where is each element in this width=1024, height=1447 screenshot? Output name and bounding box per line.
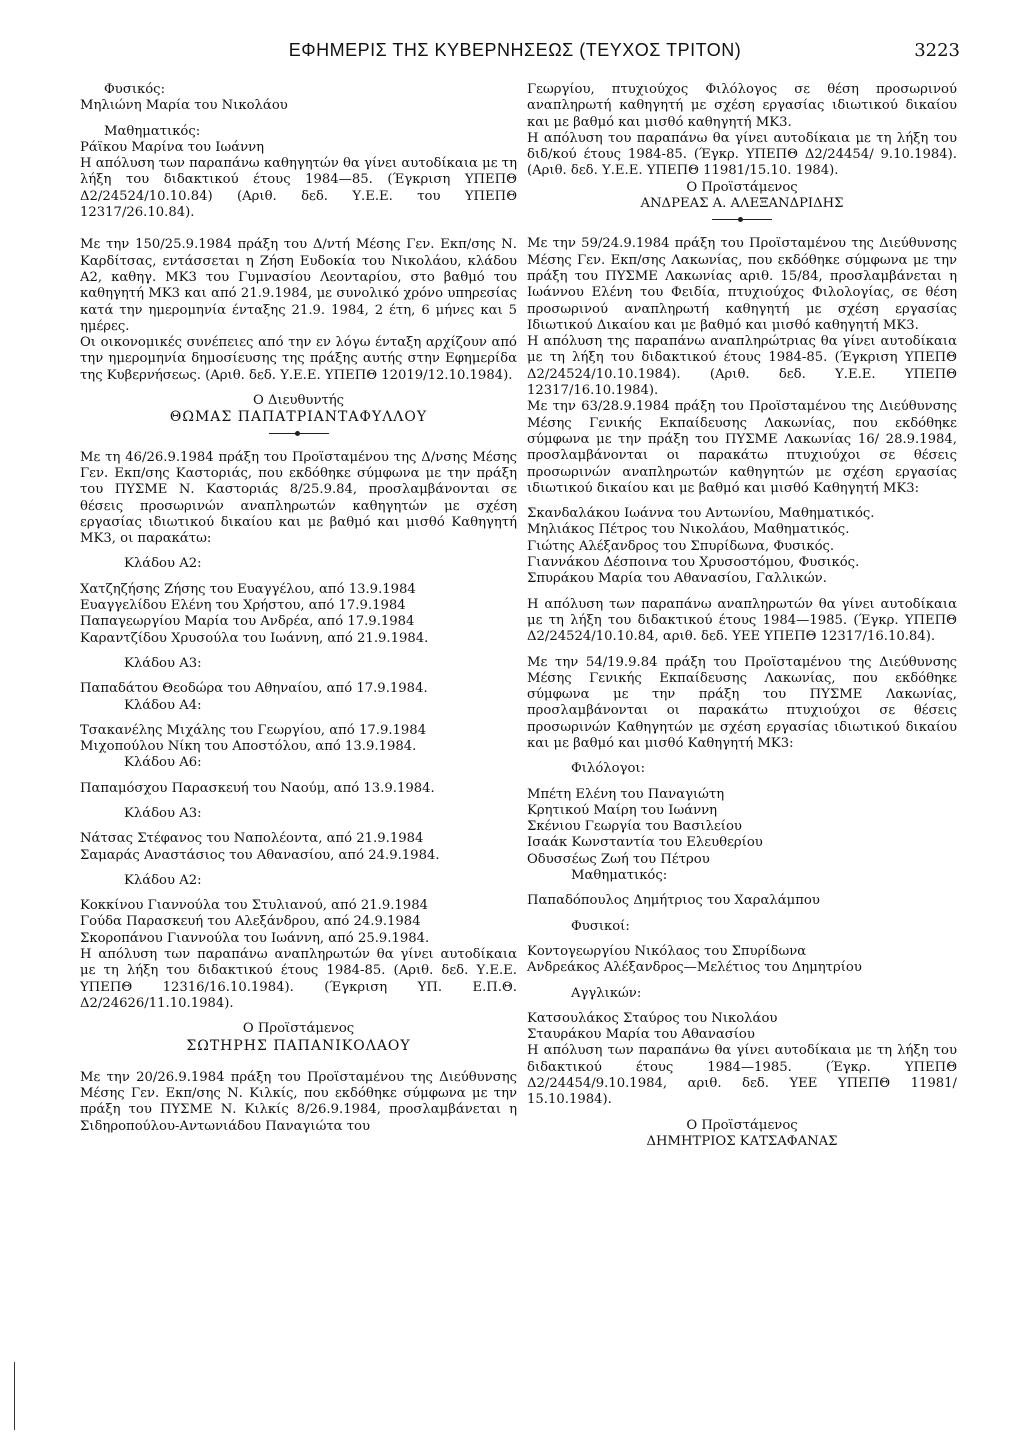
appointee: Σκοροπάνου Γιαννούλα του Ιωάννη, από 25.9.1984. bbox=[80, 930, 430, 946]
left-column bbox=[80, 82, 517, 1135]
section-k4: Κλάδου Α6: bbox=[124, 755, 202, 771]
right-paragraph-3: Με την 59/24.9.1984 πράξη του Προϊσταμένου της Διεύθυνσης Μέσης Γεν. Εκπ/σης Λακωνίας, που εκδόθηκε σύμφωνα με την πράξη του ΠΥΣΜΕ Λακωνίας αριθ. 15/84, προσλαμβάνεται η Ιωάννου Ελένη του Φειδία, πτυχιούχος Φιλολογίας, σε θέση προσωρινού αναπληρωτή καθηγητή με σχέση εργασίας Ιδιωτικού Δικαίου και με βαθμό και μισθό καθηγητή ΜΚ3. bbox=[527, 236, 957, 333]
appointee: Ευαγγελίδου Ελένη του Χρήστου, από 17.9.1984 bbox=[80, 598, 406, 614]
appointee: Γιώτης Αλέξανδρος του Σπυρίδωνα, Φυσικός. bbox=[527, 538, 835, 554]
section-k2: Κλάδου Α3: bbox=[124, 655, 202, 671]
signature-name-2: ΣΩΤΗΡΗΣ ΠΑΠΑΝΙΚΟΛΑΟΥ bbox=[186, 1037, 411, 1054]
left-paragraph-4: Με τη 46/26.9.1984 πράξη του Προϊσταμένου της Δ/νσης Μέσης Γεν. Εκπ/σης Καστοριάς, που εκδόθηκε σύμφωνα με την πράξη του ΠΥΣΜΕ Ν. Καστοριάς 8/25.9.84, προσλαμβάνονται σε θέσεις προσωρινών αναπληρωτών καθηγητών με σχέση εργασίας ιδιωτικού δικαίου και με βαθμό και μισθό Καθηγητή ΜΚ3, οι παρακάτω: bbox=[80, 449, 517, 547]
section-k1: Κλάδου Α2: bbox=[124, 556, 202, 572]
right-paragraph-7: Με την 54/19.9.84 πράξη του Προϊσταμένου της Διεύθυνσης Μέσης Γενικής Εκπαίδευσης Λακωνίας, που εκδόθηκε σύμφωνα με την πράξη του ΠΥΣΜΕ Λακωνίας, προσλαμβάνονται οι παρακάτω πτυχιούχοι σε θέσεις προσωρινών Καθηγητών με σχέση εργασίας ιδιωτικού δικαίου και με βαθμό και μισθό Καθηγητή ΜΚ3: bbox=[527, 654, 957, 751]
margin-mark bbox=[14, 1362, 15, 1430]
appointee: Σκανδαλάκου Ιωάννα του Αντωνίου, Μαθηματικός. bbox=[527, 506, 875, 522]
lb2-heading: Μαθηματικός: bbox=[104, 123, 201, 139]
appointee: Χατζηζήσης Ζήσης του Ευαγγέλου, από 13.9.1984 bbox=[80, 581, 416, 597]
right-paragraph-1: Γεωργίου, πτυχιούχος Φιλόλογος σε θέση προσωρινού αναπληρωτή καθηγητή με σχέση εργασίας ιδιωτικού δικαίου και με βαθμό και μισθό καθηγητή ΜΚ3. bbox=[527, 82, 957, 130]
appointee: Ισαάκ Κωνσταντία του Ελευθερίου bbox=[527, 835, 763, 851]
right-paragraph-8: Η απόλυση των παραπάνω θα γίνει αυτοδίκαια με τη λήξη του διδακτικού έτους 1984—1985. (Έγκρ. ΥΠΕΠΘ Δ2/24454/9.10.1984, αριθ. δεδ. ΥΕΕ ΥΠΕΠΘ 11981/ 15.10.1984). bbox=[527, 1043, 957, 1108]
appointee: Μιχοπούλου Νίκη του Αποστόλου, από 13.9.1984. bbox=[80, 739, 417, 755]
section-k5: Κλάδου Α3: bbox=[124, 805, 202, 821]
appointee: Μηλιάκος Πέτρος του Νικολάου, Μαθηματικός. bbox=[527, 522, 850, 538]
signature-name-4: ΔΗΜΗΤΡΙΟΣ ΚΑΤΣΑΦΑΝΑΣ bbox=[646, 1133, 838, 1149]
appointee: Μπέτη Ελένη του Παναγιώτη bbox=[527, 786, 725, 802]
signature-role-2: Ο Προϊστάμενος bbox=[242, 1021, 355, 1037]
lb2-name: Ράϊκου Μαρίνα του Ιωάννη bbox=[80, 139, 265, 155]
right-paragraph-5: Με την 63/28.9.1984 πράξη του Προϊσταμένου της Διεύθυνσης Μέσης Γενικής Εκπαίδευσης Λακωνίας, που εκδόθηκε σύμφωνα με την πράξη του ΠΥΣΜΕ Λακωνίας 16/ 28.9.1984, προσλαμβάνονται οι παρακάτω πτυχιούχοι σε θέσεις προσωρινών αναπληρωτών καθηγητών με σχέση εργασίας ιδιωτικού δικαίου και με βαθμό και μισθό Καθηγητή ΜΚ3: bbox=[527, 399, 957, 496]
appointee: Νάτσας Στέφανος του Ναπολέοντα, από 21.9.1984 bbox=[80, 831, 424, 847]
appointee: Παπαδόπουλος Δημήτριος του Χαραλάμπου bbox=[527, 893, 820, 909]
appointee: Σκένιου Γεωργία του Βασιλείου bbox=[527, 819, 742, 835]
right-column bbox=[527, 82, 957, 1150]
signature-name-1: ΘΩΜΑΣ ΠΑΠΑΤΡΙΑΝΤΑΦΥΛΛΟΥ bbox=[169, 409, 428, 426]
appointee: Σαμαράς Αναστάσιος του Αθανασίου, από 24.9.1984. bbox=[80, 847, 440, 863]
appointee: Σπυράκου Μαρία του Αθανασίου, Γαλλικών. bbox=[527, 571, 827, 587]
gazette-title: ΕΦΗΜΕΡΙΣ ΤΗΣ ΚΥΒΕΡΝΗΣΕΩΣ (ΤΕΥΧΟΣ ΤΡΙΤΟΝ) bbox=[288, 40, 742, 60]
left-paragraph-1: Η απόλυση των παραπάνω καθηγητών θα γίνει αυτοδίκαια με τη λήξη του διδακτικού έτους 1984—85. (Έγκριση ΥΠΕΠΘ Δ2/24524/10.10.84) (Αριθ. δεδ. Υ.Ε.Ε. του ΥΠΕΠΘ 12317/26.10.84). bbox=[80, 156, 517, 221]
section-physics: Φυσικοί: bbox=[571, 918, 630, 934]
lb1-heading: Φυσικός: bbox=[104, 82, 166, 97]
signature-role-1: Ο Διευθυντής bbox=[252, 393, 345, 409]
section-english: Αγγλικών: bbox=[571, 985, 642, 1001]
left-paragraph-3: Οι οικονομικές συνέπειες από την εν λόγω ένταξη αρχίζουν από την ημερομηνία δημοσίευσης της πράξης αυτής στην Εφημερίδα της Κυβερνήσεως. (Αριθ. δεδ. Υ.Ε.Ε. ΥΠΕΠΘ 12019/12.10.1984). bbox=[80, 335, 517, 383]
appointee: Κατσουλάκος Σταύρος του Νικολάου bbox=[527, 1010, 778, 1026]
section-philologists: Φιλόλογοι: bbox=[571, 761, 646, 777]
appointee: Γούδα Παρασκευή του Αλεξάνδρου, από 24.9.1984 bbox=[80, 914, 421, 930]
appointee: Οδυσσέως Ζωή του Πέτρου bbox=[527, 851, 710, 867]
appointee: Καραντζίδου Χρυσούλα του Ιωάννη, από 21.9.1984. bbox=[80, 630, 429, 646]
divider bbox=[712, 219, 772, 220]
right-paragraph-4: Η απόλυση της παραπάνω αναπληρώτριας θα γίνει αυτοδίκαια με τη λήξη του διδακτικού έτους 1984-85. (Έγκριση ΥΠΕΠΘ Δ2/24524/10.10.1984). (Αριθ. δεδ. Υ.Ε.Ε. ΥΠΕΠΘ 12317/16.10.1984). bbox=[527, 334, 957, 399]
left-paragraph-5: Η απόλυση των παραπάνω αναπληρωτών θα γίνει αυτοδίκαια με τη λήξη του διδακτικού έτους 1984-85. (Αριθ. δεδ. Υ.Ε.Ε. ΥΠΕΠΘ 12316/16.10.1984). (Έγκριση ΥΠ. Ε.Π.Θ. Δ2/24626/11.10.1984). bbox=[80, 947, 517, 1011]
right-paragraph-6: Η απόλυση των παραπάνω αναπληρωτών θα γίνει αυτοδίκαια με τη λήξη του διδακτικού έτους 1984—1985. (Έγκρ. ΥΠΕΠΘ Δ2/24524/10.10.84, αριθ. δεδ. ΥΕΕ ΥΠΕΠΘ 12317/16.10.84). bbox=[527, 596, 957, 645]
signature-name-3: ΑΝΔΡΕΑΣ Α. ΑΛΕΞΑΝΔΡΙΔΗΣ bbox=[640, 196, 844, 212]
appointee: Κοκκίνου Γιαννούλα του Στυλιανού, από 21.9.1984 bbox=[80, 898, 428, 914]
appointee: Σταυράκου Μαρία του Αθανασίου bbox=[527, 1027, 755, 1043]
section-k3: Κλάδου Α4: bbox=[124, 697, 202, 713]
appointee: Ανδρεάκος Αλέξανδρος—Μελέτιος του Δημητρίου bbox=[527, 960, 862, 976]
appointee: Παπαγεωργίου Μαρία του Ανδρέα, από 17.9.1984 bbox=[80, 614, 415, 630]
lb1-name: Μηλιώνη Μαρία του Νικολάου bbox=[80, 98, 288, 114]
appointee: Γιαννάκου Δέσποινα του Χρυσοστόμου, Φυσικός. bbox=[527, 555, 860, 571]
right-paragraph-2: Η απόλυση του παραπάνω θα γίνει αυτοδίκαια με τη λήξη του διδ/κού έτους 1984-85. (Έγκρ. ΥΠΕΠΘ Δ2/24454/ 9.10.1984). (Αριθ. δεδ. Υ.Ε.Ε. ΥΠΕΠΘ 11981/15.10. 1984). bbox=[527, 130, 957, 179]
appointee: Παπαμόσχου Παρασκευή του Ναούμ, από 13.9.1984. bbox=[80, 780, 435, 796]
appointee: Κρητικού Μαίρη του Ιωάννη bbox=[527, 802, 718, 818]
signature-role-3: Ο Προϊστάμενος bbox=[686, 179, 798, 195]
appointee: Τσακανέλης Μιχάλης του Γεωργίου, από 17.9.1984 bbox=[80, 722, 427, 738]
page-number: 3223 bbox=[914, 40, 960, 61]
appointee: Κοντογεωργίου Νικόλαος του Σπυρίδωνα bbox=[527, 943, 807, 959]
section-k6: Κλάδου Α2: bbox=[124, 872, 202, 888]
page-header bbox=[70, 40, 960, 68]
appointee: Παπαδάτου Θεοδώρα του Αθηναίου, από 17.9.1984. bbox=[80, 681, 428, 697]
left-paragraph-6: Με την 20/26.9.1984 πράξη του Προϊσταμένου της Διεύθυνσης Μέσης Γεν. Εκπ/σης Ν. Κιλκίς, που εκδόθηκε σύμφωνα με την πράξη του ΠΥΣΜΕ Ν. Κιλκίς 8/26.9.1984, προσλαμβάνεται η Σιδηροπούλου-Αντωνιάδου Παναγιώτα του bbox=[80, 1069, 517, 1134]
divider bbox=[269, 433, 329, 434]
signature-role-4: Ο Προϊστάμενος bbox=[686, 1117, 798, 1133]
section-math: Μαθηματικός: bbox=[571, 868, 668, 884]
left-paragraph-2: Με την 150/25.9.1984 πράξη του Δ/ντή Μέσης Γεν. Εκπ/σης Ν. Καρδίτσας, εντάσσεται η Ζήση Ευδοκία του Νικολάου, κλάδου Α2, καθηγ. ΜΚ3 του Γυμνασίου Λεονταρίου, στο βαθμό του καθηγητή ΜΚ3 και από 21.9.1984, με συνολικό χρόνο υπηρεσίας κατά την ημερομηνία ένταξης 21.9. 1984, 2 έτη, 6 μήνες και 5 ημέρες. bbox=[80, 237, 517, 334]
